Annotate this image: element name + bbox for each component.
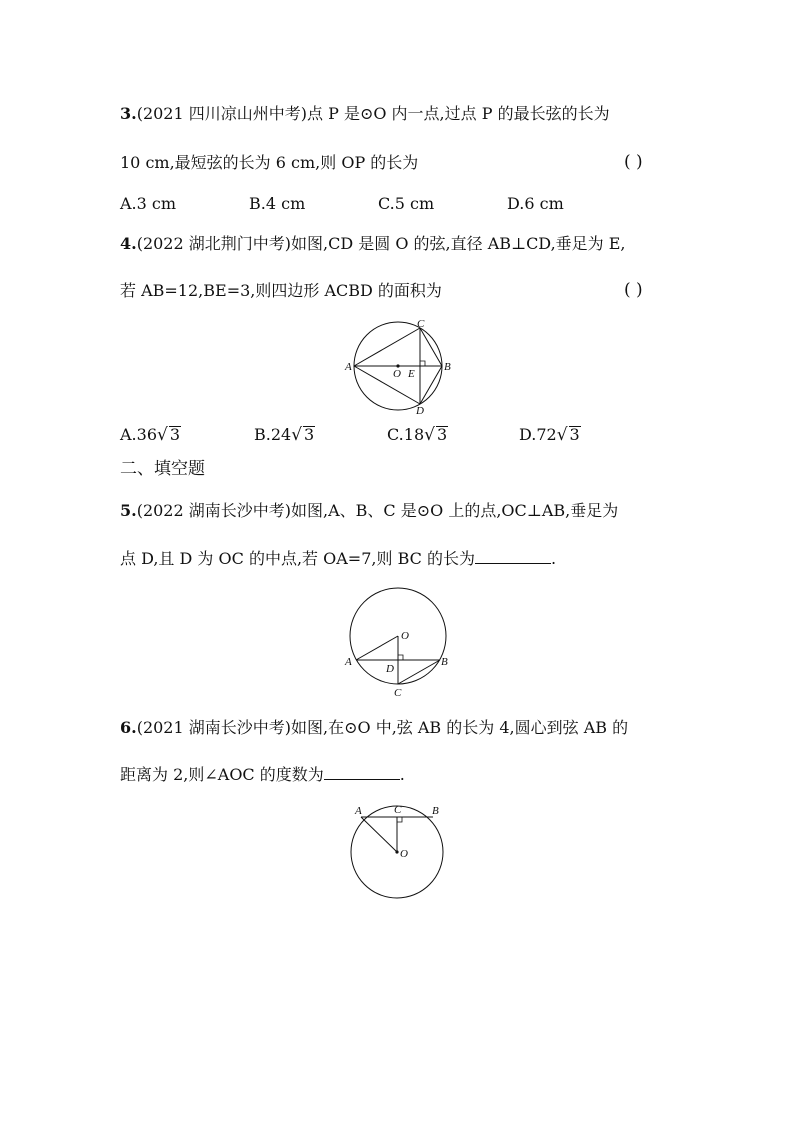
q4-answer-bracket: ( ) — [624, 280, 643, 300]
q3-answer-bracket: ( ) — [624, 152, 643, 172]
q5-line-1 — [120, 500, 618, 522]
q5-text-1: 如图,A、B、C 是⊙O 上的点,OC⊥AB,垂足为 — [291, 501, 619, 520]
q5-label-d: D — [386, 663, 394, 675]
q5-text-2: 点 D,且 D 为 OC 的中点,若 OA=7,则 BC 的长为 — [120, 549, 475, 568]
q5-label-a: A — [345, 656, 352, 668]
q4-right-angle-mark — [420, 361, 425, 366]
q4-number: 4. — [120, 234, 137, 253]
q3-option-c: C.5 cm — [378, 194, 435, 213]
q4-segment-bd — [420, 366, 442, 404]
q6-center-dot — [395, 850, 398, 853]
q6-number: 6. — [120, 718, 137, 737]
q6-figure — [340, 800, 460, 904]
q4-line-2 — [120, 280, 442, 302]
q5-answer-blank[interactable] — [475, 549, 551, 564]
q3-number: 3. — [120, 104, 137, 123]
q4-source: (2022 湖北荆门中考) — [136, 234, 291, 253]
q5-line-2: 点 D,且 D 为 OC 的中点,若 OA=7,则 BC 的长为 . — [120, 549, 557, 568]
q4-segment-ac — [354, 328, 420, 366]
q3-option-a: A.3 cm — [120, 194, 177, 213]
q6-label-o: O — [400, 848, 408, 860]
q4-label-a: A — [345, 361, 352, 373]
q3-text-2: 10 cm,最短弦的长为 6 cm,则 OP 的长为 — [120, 153, 419, 172]
q3-line-2 — [120, 152, 418, 174]
q4-option-d: D.72√ 3 — [519, 425, 580, 445]
q6-line-1 — [120, 717, 628, 739]
q5-label-b: B — [441, 656, 448, 668]
section-title-fill-in: 二、填空题 — [120, 459, 205, 479]
q6-text-2: 距离为 2,则∠AOC 的度数为 — [120, 765, 324, 784]
q4-label-d: D — [416, 405, 424, 417]
sqrt-symbol: √ 3 — [424, 425, 448, 445]
q5-number: 5. — [120, 501, 137, 520]
sqrt-symbol: √ 3 — [291, 425, 315, 445]
q5-figure — [340, 584, 460, 702]
q4-text-2: 若 AB=12,BE=3,则四边形 ACBD 的面积为 — [120, 281, 442, 300]
q5-segment-bc — [398, 660, 440, 684]
sqrt-symbol: √ 3 — [157, 425, 181, 445]
q3-line-1 — [120, 103, 610, 125]
q6-right-angle-mark — [397, 817, 402, 822]
q5-label-c: C — [394, 687, 402, 699]
q5-segment-oa — [356, 636, 398, 660]
q4-option-c: C.18√ 3 — [387, 425, 448, 445]
q4-label-e: E — [408, 368, 415, 380]
q4-line-1 — [120, 233, 626, 255]
q3-option-b: B.4 cm — [249, 194, 306, 213]
q6-text-1: 如图,在⊙O 中,弦 AB 的长为 4,圆心到弦 AB 的 — [291, 718, 629, 737]
q4-label-c: C — [417, 318, 425, 330]
q4-option-a: A.36√ 3 — [120, 425, 181, 445]
q6-label-b: B — [432, 805, 439, 817]
q5-label-o: O — [401, 630, 409, 642]
q4-label-b: B — [444, 361, 451, 373]
q6-answer-blank[interactable] — [324, 765, 400, 780]
q6-label-a: A — [355, 805, 362, 817]
sqrt-symbol: √ 3 — [556, 425, 580, 445]
q4-text-1: 如图,CD 是圆 O 的弦,直径 AB⊥CD,垂足为 E, — [291, 234, 626, 253]
q6-source: (2021 湖南长沙中考) — [136, 718, 291, 737]
q5-source: (2022 湖南长沙中考) — [136, 501, 291, 520]
q6-segment-oa — [361, 817, 397, 852]
q6-line-2: 距离为 2,则∠AOC 的度数为 . — [120, 765, 405, 784]
q3-source: (2021 四川凉山州中考) — [136, 104, 307, 123]
q4-label-o: O — [393, 368, 401, 380]
q5-right-angle-mark — [398, 655, 403, 660]
q4-figure — [340, 314, 460, 418]
q6-label-c: C — [394, 804, 402, 816]
q3-text-1: 点 P 是⊙O 内一点,过点 P 的最长弦的长为 — [307, 104, 610, 123]
q4-segment-cb — [420, 328, 442, 366]
q4-option-b: B.24√ 3 — [254, 425, 315, 445]
q3-option-d: D.6 cm — [507, 194, 564, 213]
